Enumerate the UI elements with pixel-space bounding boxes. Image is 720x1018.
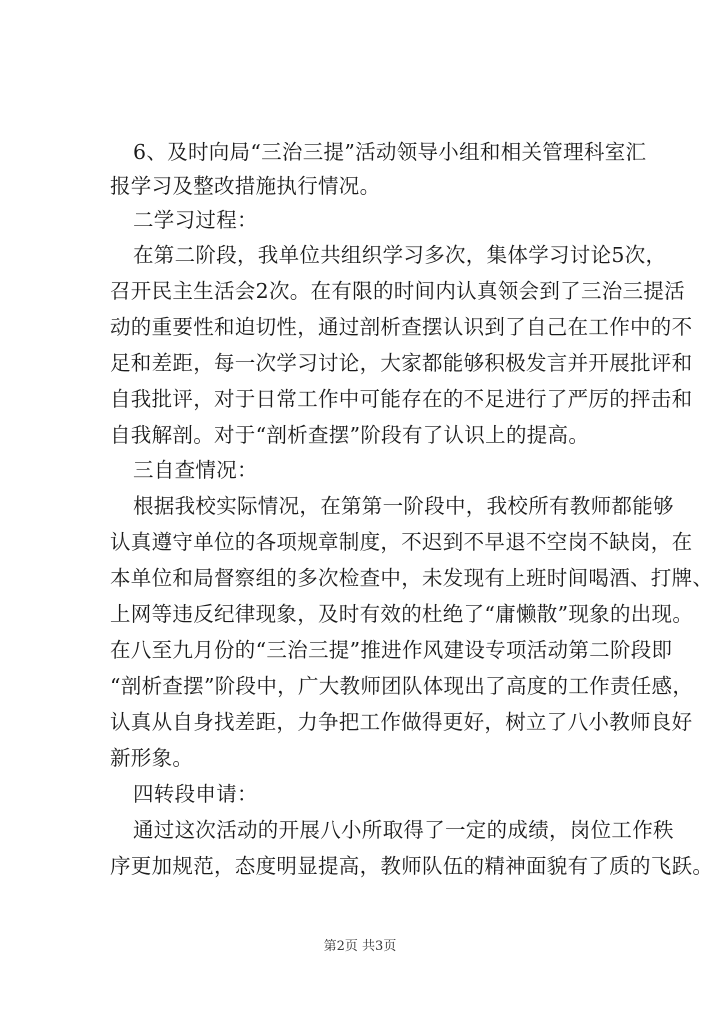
paragraph-line: 本单位和局督察组的多次检查中，未发现有上班时间喝酒、打牌、: [110, 566, 714, 590]
paragraph-line: 上网等违反纪律现象，及时有效的杜绝了“庸懒散”现象的出现。: [110, 602, 694, 626]
paragraph-line: 认真从自身找差距，力争把工作做得更好，树立了八小教师良好: [110, 710, 693, 734]
paragraph-line: 动的重要性和迫切性，通过剖析查摆认识到了自己在工作中的不: [110, 315, 693, 339]
paragraph-line: “剖析查摆”阶段中，广大教师团队体现出了高度的工作责任感，: [110, 674, 694, 698]
paragraph-line: 6、及时向局“三治三提”活动领导小组和相关管理科室汇: [133, 140, 647, 164]
paragraph-line: 足和差距，每一次学习讨论，大家都能够积极发言并开展批评和: [110, 351, 693, 375]
section-heading: 四转段申请：: [133, 782, 258, 806]
paragraph-line: 根据我校实际情况，在第第一阶段中，我校所有教师都能够: [133, 494, 674, 518]
page-number: 第2页 共3页: [323, 939, 397, 954]
paragraph-line: 序更加规范，态度明显提高，教师队伍的精神面貌有了质的飞跃。: [110, 854, 714, 878]
section-heading: 三自查情况：: [133, 458, 258, 482]
paragraph-line: 召开民主生活会2次。在有限的时间内认真领会到了三治三提活: [110, 279, 685, 303]
paragraph-line: 自我解剖。对于“剖析查摆”阶段有了认识上的提高。: [110, 423, 590, 447]
paragraph-line: 在八至九月份的“三治三提”推进作风建设专项活动第二阶段即: [110, 638, 673, 662]
paragraph-line: 认真遵守单位的各项规章制度，不迟到不早退不空岗不缺岗，在: [110, 530, 693, 554]
paragraph-line: 通过这次活动的开展八小所取得了一定的成绩，岗位工作秩: [133, 818, 674, 842]
paragraph-line: 在第二阶段，我单位共组织学习多次，集体学习讨论5次，: [133, 243, 667, 267]
paragraph-line: 新形象。: [110, 746, 194, 770]
paragraph-line: 自我批评，对于日常工作中可能存在的不足进行了严厉的抨击和: [110, 387, 693, 411]
paragraph-line: 报学习及整改措施执行情况。: [110, 174, 381, 198]
section-heading: 二学习过程：: [133, 208, 258, 232]
